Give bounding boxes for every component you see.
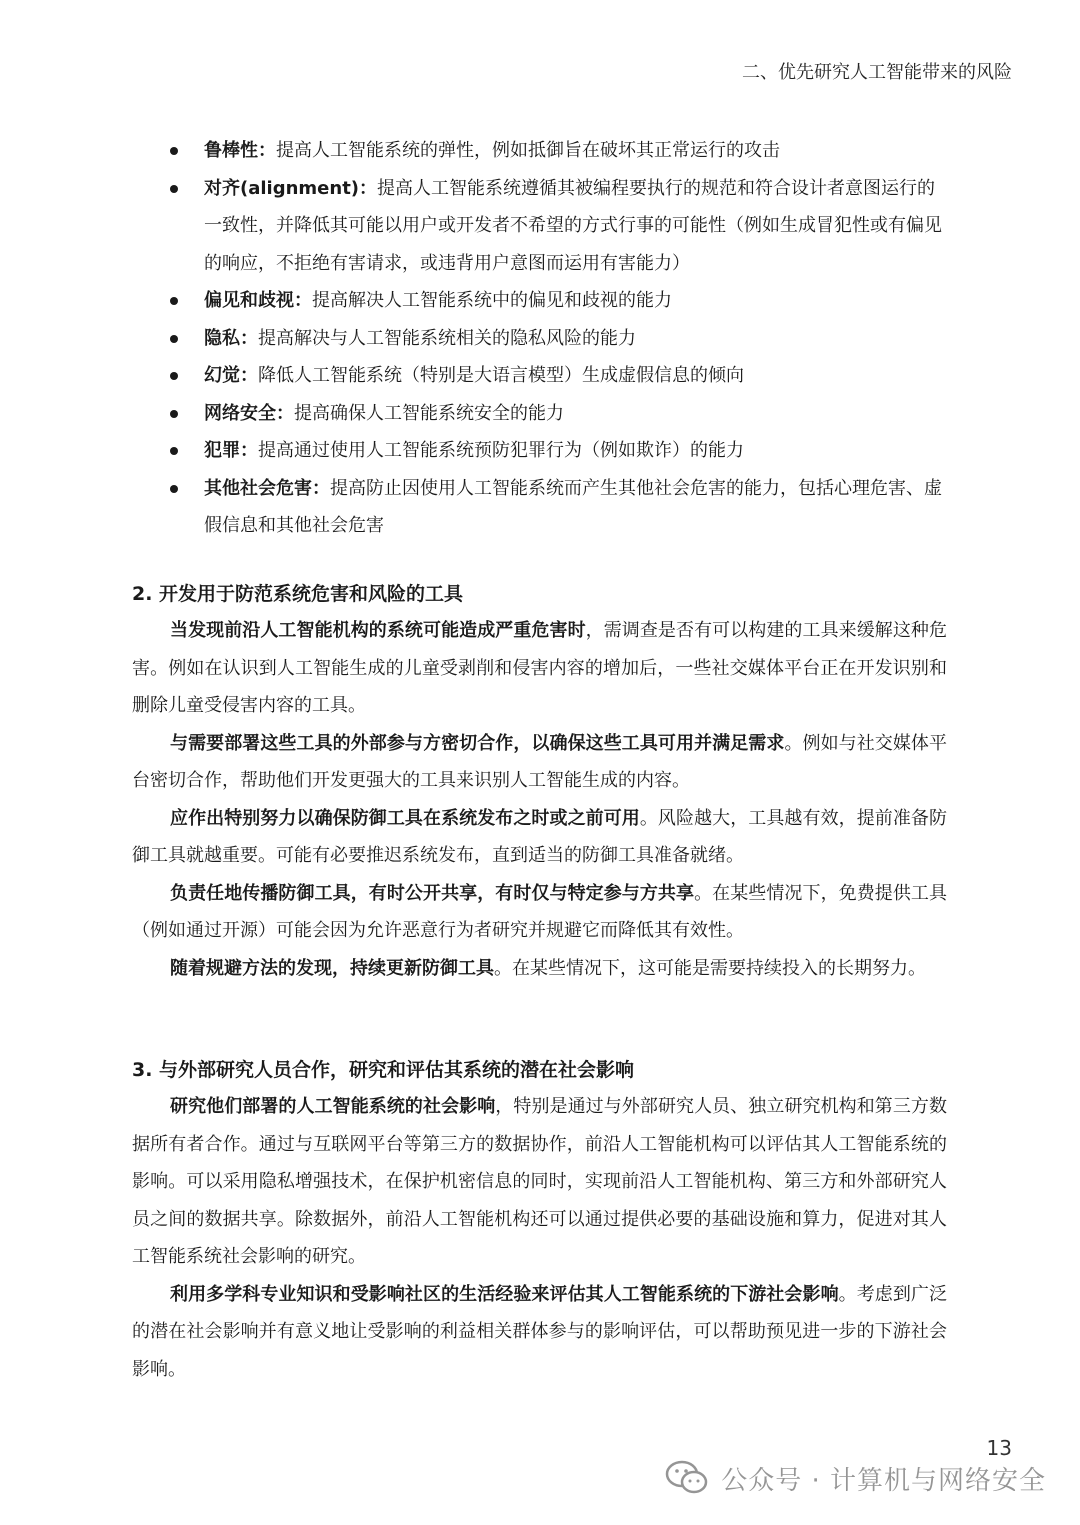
bullet-text: 提高人工智能系统的弹性，例如抵御旨在破坏其正常运行的攻击 [276, 140, 780, 161]
bullet-text: 提高人工智能系统遵循其被编程要执行的规范和符合设计者意图运行的一致性，并降低其可能以用户或开发者不希望的方式行事的可能性（例如生成冒犯性或有偏见的响应，不拒绝有害请求，或违背用户意图而运用有害能力） [204, 177, 942, 274]
paragraph [132, 1276, 947, 1389]
bullet-dot [170, 485, 178, 493]
paragraph-lead: 随着规避方法的发现，持续更新防御工具 [170, 957, 494, 979]
bullet-dot [170, 410, 178, 418]
paragraph [132, 950, 947, 988]
bullet-term: 偏见和歧视 [204, 290, 294, 311]
bullet-item: 隐私：提高解决与人工智能系统相关的隐私风险的能力 [170, 320, 945, 358]
bullet-dot [170, 185, 178, 193]
bullet-dot [170, 372, 178, 380]
section-heading: 3. 与外部研究人员合作，研究和评估其系统的潜在社会影响 [132, 1059, 635, 1081]
watermark-text: 公众号 · 计算机与网络安全 [721, 1465, 1046, 1496]
paragraph [132, 1088, 947, 1276]
paragraph-body: 。考虑到广泛的潜在社会影响并有意义地让受影响的利益相关群体参与的影响评估，可以帮助预见进一步的下游社会影响。 [132, 1283, 947, 1380]
paragraph-lead: 与需要部署这些工具的外部参与方密切合作，以确保这些工具可用并满足需求 [170, 732, 785, 754]
paragraph-lead: 研究他们部署的人工智能系统的社会影响 [170, 1096, 496, 1117]
paragraph-lead: 当发现前沿人工智能机构的系统可能造成严重危害时 [170, 620, 586, 641]
bullet-text: 提高通过使用人工智能系统预防犯罪行为（例如欺诈）的能力 [258, 440, 744, 461]
paragraph-lead: 利用多学科专业知识和受影响社区的生活经验来评估其人工智能系统的下游社会影响 [170, 1283, 839, 1305]
paragraph [132, 612, 947, 725]
bullet-term: 犯罪 [204, 440, 240, 461]
bullet-term: 网络安全 [204, 402, 276, 424]
bullet-item: 其他社会危害：提高防止因使用人工智能系统而产生其他社会危害的能力，包括心理危害、虚假信息和其他社会危害 [170, 470, 945, 545]
bullet-text: 提高防止因使用人工智能系统而产生其他社会危害的能力，包括心理危害、虚假信息和其他社会危害 [204, 477, 942, 536]
bullet-term: 幻觉 [204, 365, 240, 386]
bullet-term: 隐私 [204, 327, 240, 349]
bullet-text: 提高解决与人工智能系统相关的隐私风险的能力 [258, 327, 636, 349]
bullet-text: 提高解决人工智能系统中的偏见和歧视的能力 [312, 290, 672, 311]
paragraph-lead: 应作出特别努力以确保防御工具在系统发布之时或之前可用 [170, 807, 640, 829]
bullet-text: 提高确保人工智能系统安全的能力 [294, 402, 564, 424]
section-heading: 2. 开发用于防范系统危害和风险的工具 [132, 583, 464, 605]
bullet-item: 幻觉：降低人工智能系统（特别是大语言模型）生成虚假信息的倾向 [170, 357, 945, 395]
bullet-dot [170, 297, 178, 305]
risk-bullet-list [170, 132, 945, 545]
paragraph [132, 875, 947, 950]
bullet-dot [170, 447, 178, 455]
page-number: 13 [986, 1436, 1012, 1460]
paragraph-body: 。例如与社交媒体平台密切合作，帮助他们开发更强大的工具来识别人工智能生成的内容。 [132, 732, 948, 791]
paragraph-body: ，特别是通过与外部研究人员、独立研究机构和第三方数据所有者合作。通过与互联网平台等第三方的数据协作，前沿人工智能机构可以评估其人工智能系统的影响。可以采用隐私增强技术，在保护机密信息的同时，实现前沿人工智能机构、第三方和外部研究人员之间的数据共享。除数据外，前沿人工智能机构还可以通过提供必要的基础设施和算力，促进对其人工智能系统社会影响的研究。 [132, 1096, 948, 1267]
bullet-item: 网络安全：提高确保人工智能系统安全的能力 [170, 395, 945, 433]
paragraph [132, 800, 947, 875]
bullet-term: 对齐(alignment) [204, 177, 360, 199]
page-header-title: 二、优先研究人工智能带来的风险 [742, 62, 1012, 83]
bullet-term: 其他社会危害 [204, 477, 312, 499]
paragraph-lead: 负责任地传播防御工具，有时公开共享，有时仅与特定参与方共享 [170, 882, 695, 904]
bullet-item: 犯罪：提高通过使用人工智能系统预防犯罪行为（例如欺诈）的能力 [170, 432, 945, 470]
bullet-item: 鲁棒性：提高人工智能系统的弹性，例如抵御旨在破坏其正常运行的攻击 [170, 132, 945, 170]
watermark [665, 1458, 1046, 1498]
paragraph-body: 。在某些情况下，这可能是需要持续投入的长期努力。 [494, 957, 926, 979]
bullet-item: 对齐(alignment)：提高人工智能系统遵循其被编程要执行的规范和符合设计者意图运行的一致性，并降低其可能以用户或开发者不希望的方式行事的可能性（例如生成冒犯性或有偏见的响应，不拒绝有害请求，或违背用户意图而运用有害能力） [170, 170, 945, 283]
bullet-text: 降低人工智能系统（特别是大语言模型）生成虚假信息的倾向 [258, 365, 744, 386]
section-social-impact [132, 1052, 947, 1388]
bullet-dot [170, 147, 178, 155]
bullet-dot [170, 335, 178, 343]
section-defense-tools [132, 576, 947, 987]
bullet-term: 鲁棒性 [204, 140, 258, 161]
paragraph [132, 725, 947, 800]
paragraph-body: ，需调查是否有可以构建的工具来缓解这种危害。例如在认识到人工智能生成的儿童受剥削和侵害内容的增加后，一些社交媒体平台正在开发识别和删除儿童受侵害内容的工具。 [132, 620, 947, 716]
paragraph-body: 。在某些情况下，免费提供工具（例如通过开源）可能会因为允许恶意行为者研究并规避它而降低其有效性。 [132, 882, 948, 941]
wechat-icon [665, 1460, 709, 1496]
paragraph-body: 。风险越大，工具越有效，提前准备防御工具就越重要。可能有必要推迟系统发布，直到适当的防御工具准备就绪。 [132, 807, 948, 866]
bullet-item: 偏见和歧视：提高解决人工智能系统中的偏见和歧视的能力 [170, 282, 945, 320]
